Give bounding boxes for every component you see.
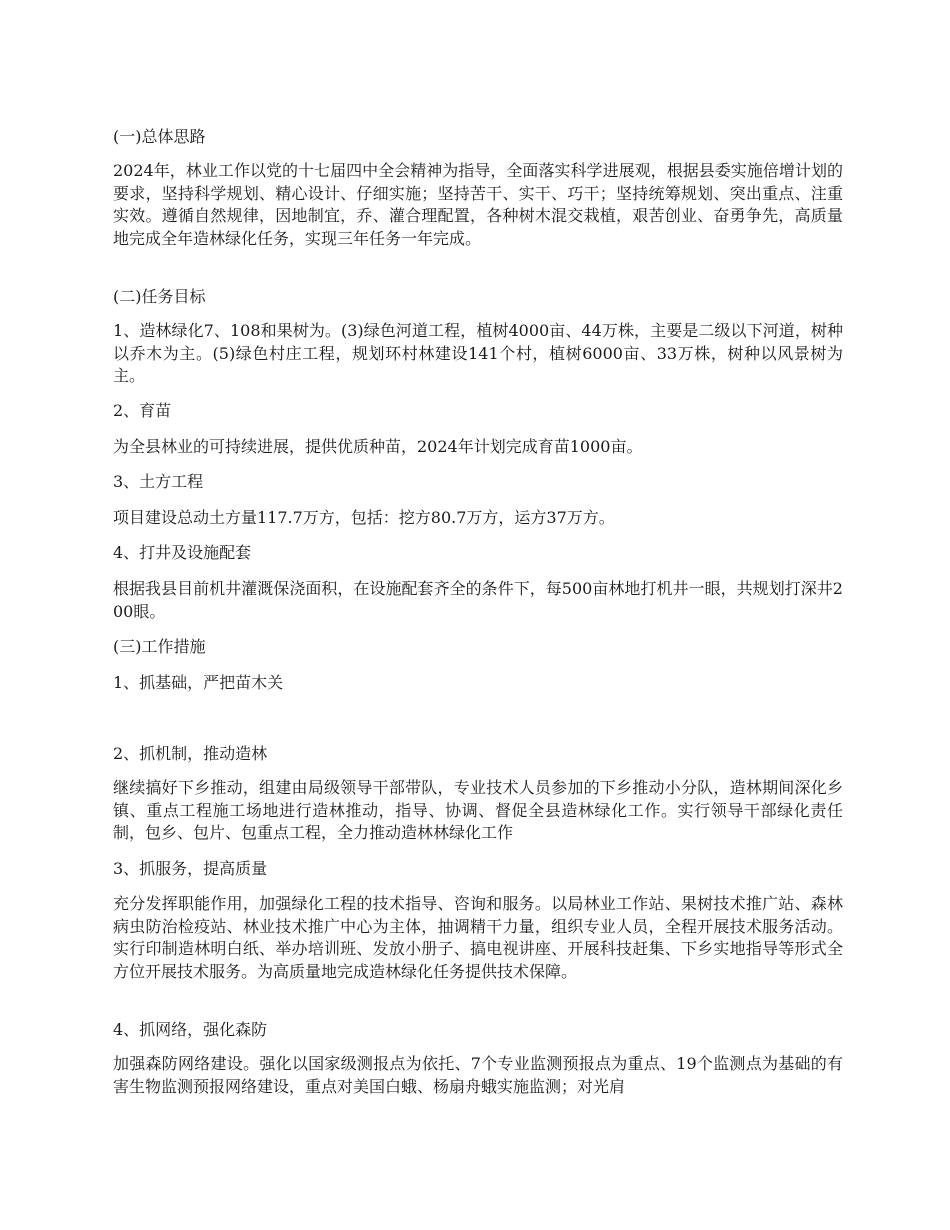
- paragraph-earthwork: 项目建设总动土方量117.7万方，包括：挖方80.7万方，运方37万方。: [113, 508, 615, 527]
- subheading-network: 4、抓网络，强化森防: [113, 1020, 268, 1039]
- subheading-earthwork: 3、土方工程: [113, 472, 204, 491]
- subheading-seedlings: 2、育苗: [113, 401, 172, 420]
- paragraph-seedlings: 为全县林业的可持续进展，提供优质种苗，2024年计划完成育苗1000亩。: [113, 437, 643, 456]
- subheading-basics: 1、抓基础，严把苗木关: [113, 673, 284, 692]
- section-heading-measures: (三)工作措施: [113, 637, 206, 656]
- paragraph-afforestation: 1、造林绿化7、108和果树为。(3)绿色河道工程，植树4000亩、44万株，主要是二级以下河道，树种以乔木为主。(5)绿色村庄工程，规划环村林建设141个村，植树6000亩、33万株，树种以风景树为主。: [113, 321, 843, 385]
- subheading-wells: 4、打井及设施配套: [113, 543, 252, 562]
- paragraph-service: 充分发挥职能作用，加强绿化工程的技术指导、咨询和服务。以局林业工作站、果树技术推广站、森林病虫防治检疫站、林业技术推广中心为主体，抽调精干力量，组织专业人员，全程开展技术服务活动。实行印制造林明白纸、举办培训班、发放小册子、搞电视讲座、开展科技赶集、下乡实地指导等形式全方位开展技术服务。为高质量地完成造林绿化任务提供技术保障。: [113, 894, 843, 981]
- paragraph-wells: 根据我县目前机井灌溉保浇面积，在设施配套齐全的条件下，每500亩林地打机井一眼，共规划打深井200眼。: [113, 579, 843, 621]
- section-heading-overall-approach: (一)总体思路: [113, 127, 206, 146]
- section-heading-task-targets: (二)任务目标: [113, 287, 206, 306]
- subheading-service: 3、抓服务，提高质量: [113, 859, 268, 878]
- subheading-mechanism: 2、抓机制，推动造林: [113, 744, 268, 763]
- paragraph-network: 加强森防网络建设。强化以国家级测报点为依托、7个专业监测预报点为重点、19个监测点为基础的有害生物监测预报网络建设，重点对美国白蛾、杨扇舟蛾实施监测；对光肩: [113, 1054, 843, 1096]
- paragraph-mechanism: 继续搞好下乡推动，组建由局级领导干部带队，专业技术人员参加的下乡推动小分队，造林期间深化乡镇、重点工程施工场地进行造林推动，指导、协调、督促全县造林绿化工作。实行领导干部绿化责任制，包乡、包片、包重点工程，全力推动造林林绿化工作: [113, 778, 843, 842]
- paragraph-overall-approach: 2024年，林业工作以党的十七届四中全会精神为指导，全面落实科学进展观，根据县委实施倍增计划的要求，坚持科学规划、精心设计、仔细实施；坚持苦干、实干、巧干；坚持统筹规划、突出重点、注重实效。遵循自然规律，因地制宜，乔、灌合理配置，各种树木混交栽植，艰苦创业、奋勇争先，高质量地完成全年造林绿化任务，实现三年任务一年完成。: [113, 161, 843, 248]
